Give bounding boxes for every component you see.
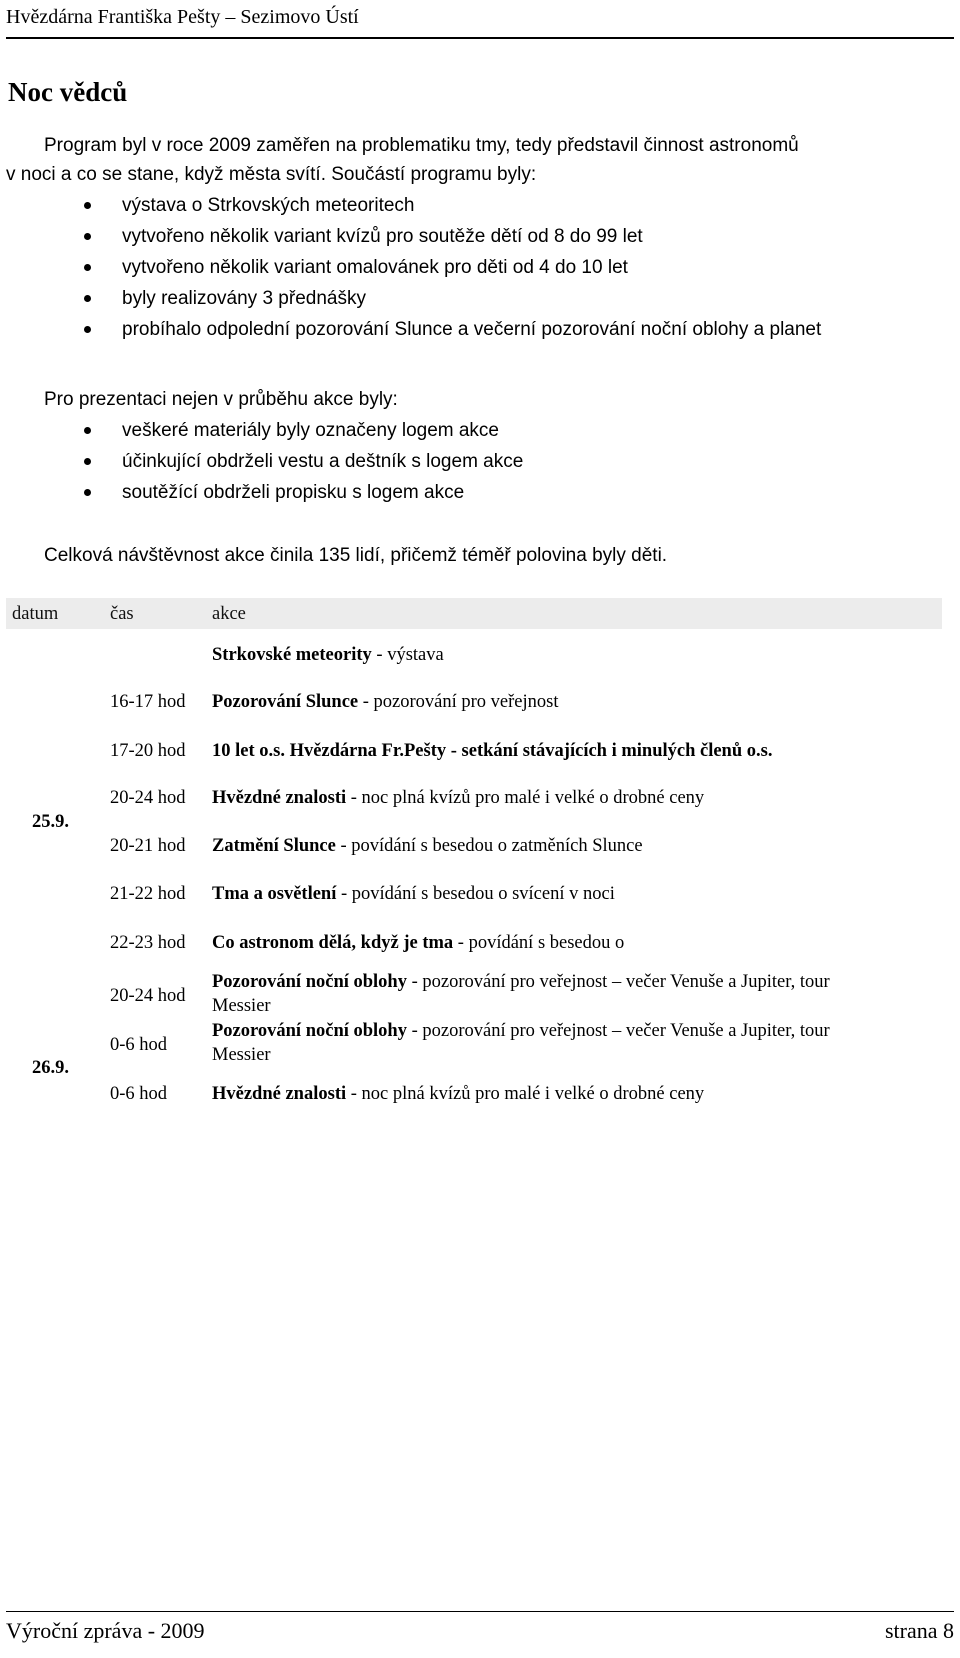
bullet-icon (84, 489, 91, 496)
table-row: 22-23 hod Co astronom dělá, když je tma - povídání s besedou o (110, 933, 625, 953)
column-header-action: akce (212, 604, 246, 624)
list-item: výstava o Strkovských meteoritech (0, 190, 821, 221)
footer-page-number: strana 8 (884, 1618, 954, 1643)
list-item: veškeré materiály byly označeny logem akce (0, 415, 523, 446)
presentation-list (0, 415, 523, 508)
table-row: 0-6 hod Hvězdné znalosti - noc plná kvízů pro malé i velké o drobné ceny (110, 1084, 705, 1104)
table-row: 20-21 hod Zatmění Slunce - povídání s besedou o zatměních Slunce (110, 836, 643, 856)
table-row: 17-20 hod 10 let o.s. Hvězdárna Fr.Pešty - setkání stávajících i minulých členů o.s. (110, 741, 773, 761)
date-label: 26.9. (32, 1058, 69, 1078)
bullet-icon (84, 202, 91, 209)
list-item: vytvořeno několik variant kvízů pro soutěže dětí od 8 do 99 let (0, 221, 821, 252)
table-row: 20-24 hod Pozorování noční oblohy - pozorování pro veřejnost – večer Venuše a Jupiter, tour Messier (110, 972, 830, 1016)
footer-report-title: Výroční zpráva - 2009 (6, 1618, 205, 1643)
table-row: 21-22 hod Tma a osvětlení - povídání s besedou o svícení v noci (110, 884, 615, 904)
table-row: 0-6 hod Pozorování noční oblohy - pozorování pro veřejnost – večer Venuše a Jupiter, tour Messier (110, 1021, 830, 1065)
bullet-icon (84, 233, 91, 240)
list-item: vytvořeno několik variant omalovánek pro děti od 4 do 10 let (0, 252, 821, 283)
table-header (6, 598, 942, 629)
date-label: 25.9. (32, 812, 69, 832)
list-item: účinkující obdrželi vestu a deštník s logem akce (0, 446, 523, 477)
table-row: 16-17 hod Pozorování Slunce - pozorování pro veřejnost (110, 692, 559, 712)
header-text: Hvězdárna Františka Pešty – Sezimovo Ústí (6, 6, 359, 28)
attendance-text: Celková návštěvnost akce činila 135 lidí, přičemž téměř polovina byly děti. (44, 545, 668, 566)
list-item: soutěžící obdrželi propisku s logem akce (0, 477, 523, 508)
list-item: byly realizovány 3 přednášky (0, 283, 821, 314)
presentation-intro: Pro prezentaci nejen v průběhu akce byly: (44, 389, 398, 410)
intro-line-1: Program byl v roce 2009 zaměřen na problematiku tmy, tedy představil činnost astronomů (44, 135, 799, 156)
page-title: Noc vědců (8, 77, 128, 107)
program-list (0, 190, 821, 345)
table-row: 20-24 hod Hvězdné znalosti - noc plná kvízů pro malé i velké o drobné ceny (110, 788, 705, 808)
footer-divider (6, 1611, 954, 1612)
column-header-date: datum (12, 604, 59, 624)
intro-line-2: v noci a co se stane, když města svítí. Součástí programu byly: (6, 164, 537, 185)
header-divider (6, 37, 954, 39)
bullet-icon (84, 264, 91, 271)
bullet-icon (84, 295, 91, 302)
column-header-time: čas (110, 604, 134, 624)
bullet-icon (84, 326, 91, 333)
bullet-icon (84, 458, 91, 465)
list-item: probíhalo odpolední pozorování Slunce a večerní pozorování noční oblohy a planet (0, 314, 821, 345)
table-row: Strkovské meteority - výstava (212, 645, 444, 665)
page-header (6, 2, 954, 32)
bullet-icon (84, 427, 91, 434)
